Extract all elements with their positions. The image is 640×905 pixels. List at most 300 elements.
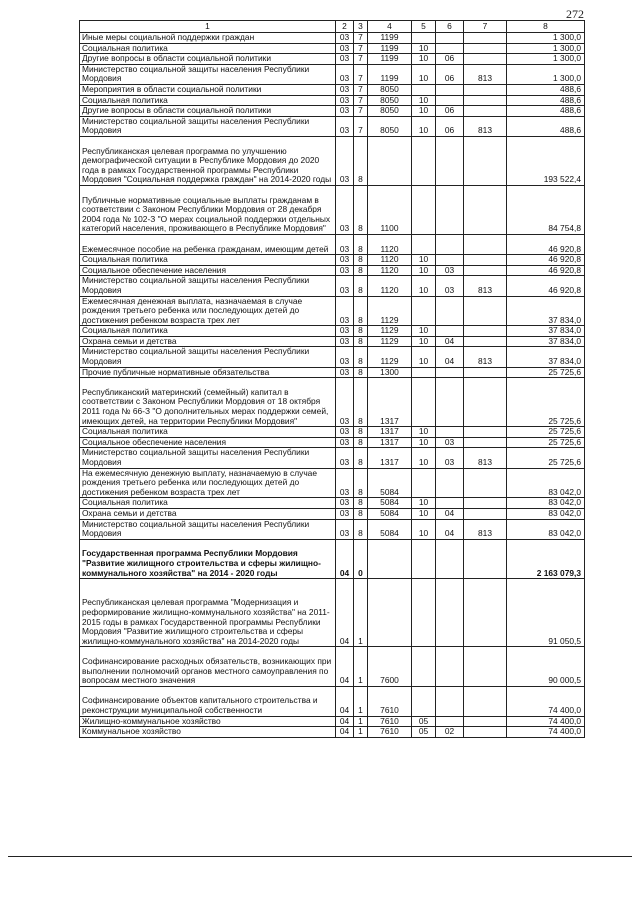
item-name-cell: Прочие публичные нормативные обязательства: [80, 367, 336, 378]
code-cell: 7: [354, 106, 368, 117]
item-name-cell: Социальное обеспечение населения: [80, 265, 336, 276]
amount-cell: 1 300,0: [507, 64, 585, 84]
code-cell: 03: [336, 509, 354, 520]
code-cell: 1120: [368, 265, 412, 276]
table-row: [80, 378, 585, 427]
code-cell: [464, 95, 507, 106]
code-cell: 7610: [368, 716, 412, 727]
code-cell: [436, 326, 464, 337]
code-cell: 5084: [368, 509, 412, 520]
code-cell: 8050: [368, 84, 412, 95]
code-cell: 03: [336, 519, 354, 539]
page-number: 272: [566, 7, 584, 21]
amount-cell: 46 920,8: [507, 276, 585, 296]
code-cell: 06: [436, 54, 464, 65]
code-cell: 03: [336, 43, 354, 54]
amount-cell: 488,6: [507, 84, 585, 95]
code-cell: 8: [354, 468, 368, 498]
item-name-cell: Социальная политика: [80, 498, 336, 509]
code-cell: 8050: [368, 95, 412, 106]
amount-cell: 1 300,0: [507, 54, 585, 65]
code-cell: [464, 716, 507, 727]
amount-cell: 25 725,6: [507, 448, 585, 468]
code-cell: [464, 437, 507, 448]
code-cell: 03: [436, 276, 464, 296]
code-cell: 1317: [368, 378, 412, 427]
code-cell: 1199: [368, 54, 412, 65]
table-row: [80, 185, 585, 234]
code-cell: [412, 579, 436, 647]
code-cell: [464, 336, 507, 347]
code-cell: [464, 378, 507, 427]
code-cell: 1: [354, 686, 368, 716]
table-row: [80, 716, 585, 727]
amount-cell: 46 920,8: [507, 234, 585, 254]
code-cell: 06: [436, 116, 464, 136]
code-cell: 8050: [368, 106, 412, 117]
code-cell: 06: [436, 64, 464, 84]
header-cell: 7: [464, 21, 507, 33]
code-cell: [464, 498, 507, 509]
code-cell: 1199: [368, 43, 412, 54]
code-cell: 8: [354, 427, 368, 438]
code-cell: [412, 539, 436, 578]
code-cell: 03: [336, 378, 354, 427]
table-header-row: [80, 21, 585, 33]
item-name-cell: Республиканский материнский (семейный) капитал в соответствии с Законом Республики Мордовия от 18 октября 2011 года № 66-З "О дополнительных мерах поддержки семей, имеющих детей, на территории Республики Мордовия": [80, 378, 336, 427]
code-cell: 1120: [368, 276, 412, 296]
code-cell: 04: [436, 519, 464, 539]
table-row: [80, 336, 585, 347]
code-cell: 03: [336, 296, 354, 326]
code-cell: 5084: [368, 468, 412, 498]
code-cell: 8: [354, 296, 368, 326]
code-cell: 8: [354, 326, 368, 337]
code-cell: [436, 43, 464, 54]
code-cell: [464, 265, 507, 276]
code-cell: 10: [412, 326, 436, 337]
code-cell: [436, 716, 464, 727]
item-name-cell: На ежемесячную денежную выплату, назначаемую в случае рождения третьего ребенка или последующих детей до достижения ребенком возраста трех лет: [80, 468, 336, 498]
code-cell: 03: [336, 84, 354, 95]
code-cell: 03: [336, 437, 354, 448]
item-name-cell: Ежемесячное пособие на ребенка гражданам, имеющим детей: [80, 234, 336, 254]
code-cell: 1300: [368, 367, 412, 378]
code-cell: [464, 84, 507, 95]
code-cell: [436, 255, 464, 266]
code-cell: [464, 686, 507, 716]
amount-cell: 46 920,8: [507, 265, 585, 276]
code-cell: 04: [336, 539, 354, 578]
code-cell: 7: [354, 116, 368, 136]
item-name-cell: Социальная политика: [80, 43, 336, 54]
code-cell: [464, 136, 507, 185]
item-name-cell: Софинансирование расходных обязательств, возникающих при выполнении полномочий органов местного самоуправления по вопросам местного значения: [80, 647, 336, 686]
code-cell: 5084: [368, 519, 412, 539]
table-row: [80, 326, 585, 337]
code-cell: 03: [336, 265, 354, 276]
item-name-cell: Охрана семьи и детства: [80, 509, 336, 520]
code-cell: 06: [436, 106, 464, 117]
code-cell: 1100: [368, 185, 412, 234]
code-cell: 03: [336, 255, 354, 266]
item-name-cell: Мероприятия в области социальной политики: [80, 84, 336, 95]
code-cell: 1129: [368, 296, 412, 326]
code-cell: [412, 296, 436, 326]
code-cell: [436, 33, 464, 44]
code-cell: 03: [336, 234, 354, 254]
code-cell: [436, 427, 464, 438]
code-cell: 10: [412, 276, 436, 296]
code-cell: 8: [354, 255, 368, 266]
amount-cell: 25 725,6: [507, 427, 585, 438]
code-cell: 8: [354, 185, 368, 234]
code-cell: 8: [354, 519, 368, 539]
header-cell: 8: [507, 21, 585, 33]
item-name-cell: Социальное обеспечение населения: [80, 437, 336, 448]
amount-cell: 74 400,0: [507, 686, 585, 716]
code-cell: 5084: [368, 498, 412, 509]
code-cell: [436, 296, 464, 326]
code-cell: [368, 539, 412, 578]
item-name-cell: Другие вопросы в области социальной политики: [80, 106, 336, 117]
code-cell: [412, 647, 436, 686]
code-cell: [436, 647, 464, 686]
item-name-cell: Публичные нормативные социальные выплаты гражданам в соответствии с Законом Республики Мордовия от 28 декабря 2004 года № 102-З "О мерах социальной поддержки отдельных категорий населения, проживающего в Республике Мордовия": [80, 185, 336, 234]
amount-cell: 1 300,0: [507, 43, 585, 54]
code-cell: 10: [412, 437, 436, 448]
code-cell: 03: [336, 64, 354, 84]
header-cell: 6: [436, 21, 464, 33]
code-cell: 8: [354, 336, 368, 347]
code-cell: 1317: [368, 437, 412, 448]
code-cell: [412, 378, 436, 427]
code-cell: 7: [354, 95, 368, 106]
item-name-cell: Республиканская целевая программа по улучшению демографической ситуации в Республике Мордовия до 2020 года в рамках Государственной программы Республики Мордовия "Социальная поддержка граждан" на 2014-2020 годы: [80, 136, 336, 185]
code-cell: 1199: [368, 64, 412, 84]
table-row: [80, 727, 585, 738]
amount-cell: 83 042,0: [507, 509, 585, 520]
amount-cell: 488,6: [507, 106, 585, 117]
header-cell: 5: [412, 21, 436, 33]
code-cell: [436, 185, 464, 234]
code-cell: 1120: [368, 255, 412, 266]
item-name-cell: Министерство социальной защиты населения Республики Мордовия: [80, 347, 336, 367]
code-cell: 03: [336, 427, 354, 438]
amount-cell: 488,6: [507, 116, 585, 136]
code-cell: 1129: [368, 336, 412, 347]
code-cell: 8: [354, 448, 368, 468]
code-cell: 10: [412, 347, 436, 367]
table-row: [80, 448, 585, 468]
item-name-cell: Ежемесячная денежная выплата, назначаемая в случае рождения третьего ребенка или последующих детей до достижения ребенком возраста трех лет: [80, 296, 336, 326]
code-cell: 8: [354, 367, 368, 378]
table-row: [80, 265, 585, 276]
amount-cell: 1 300,0: [507, 33, 585, 44]
item-name-cell: Другие вопросы в области социальной политики: [80, 54, 336, 65]
table-row: [80, 367, 585, 378]
code-cell: 10: [412, 54, 436, 65]
code-cell: 03: [336, 106, 354, 117]
amount-cell: 37 834,0: [507, 326, 585, 337]
item-name-cell: Социальная политика: [80, 326, 336, 337]
code-cell: 1317: [368, 448, 412, 468]
code-cell: 1120: [368, 234, 412, 254]
code-cell: [464, 427, 507, 438]
code-cell: [436, 367, 464, 378]
table-row: [80, 116, 585, 136]
table-row: [80, 136, 585, 185]
code-cell: 7: [354, 84, 368, 95]
item-name-cell: Жилищно-коммунальное хозяйство: [80, 716, 336, 727]
code-cell: 1199: [368, 33, 412, 44]
code-cell: 03: [336, 33, 354, 44]
amount-cell: 25 725,6: [507, 437, 585, 448]
code-cell: [412, 84, 436, 95]
code-cell: 7600: [368, 647, 412, 686]
table-row: [80, 84, 585, 95]
budget-table-container: [79, 20, 584, 738]
code-cell: 8: [354, 378, 368, 427]
item-name-cell: Социальная политика: [80, 427, 336, 438]
item-name-cell: Охрана семьи и детства: [80, 336, 336, 347]
code-cell: 8: [354, 498, 368, 509]
code-cell: 8050: [368, 116, 412, 136]
item-name-cell: Иные меры социальной поддержки граждан: [80, 33, 336, 44]
code-cell: [464, 727, 507, 738]
code-cell: [412, 136, 436, 185]
code-cell: 04: [336, 686, 354, 716]
code-cell: [436, 686, 464, 716]
amount-cell: 74 400,0: [507, 716, 585, 727]
code-cell: 03: [336, 54, 354, 65]
code-cell: [436, 579, 464, 647]
code-cell: [436, 468, 464, 498]
code-cell: 8: [354, 509, 368, 520]
code-cell: [412, 185, 436, 234]
code-cell: 03: [336, 95, 354, 106]
header-cell: 2: [336, 21, 354, 33]
code-cell: 10: [412, 43, 436, 54]
code-cell: 10: [412, 255, 436, 266]
table-row: [80, 498, 585, 509]
code-cell: 10: [412, 265, 436, 276]
amount-cell: 37 834,0: [507, 296, 585, 326]
amount-cell: 2 163 079,3: [507, 539, 585, 578]
header-cell: 1: [80, 21, 336, 33]
table-row: [80, 427, 585, 438]
code-cell: 8: [354, 265, 368, 276]
code-cell: 0: [354, 539, 368, 578]
code-cell: 05: [412, 727, 436, 738]
table-row: [80, 686, 585, 716]
code-cell: 10: [412, 427, 436, 438]
code-cell: 05: [412, 716, 436, 727]
code-cell: [412, 234, 436, 254]
amount-cell: 488,6: [507, 95, 585, 106]
code-cell: [464, 185, 507, 234]
code-cell: 10: [412, 498, 436, 509]
table-row: [80, 437, 585, 448]
code-cell: [412, 33, 436, 44]
code-cell: 10: [412, 519, 436, 539]
item-name-cell: Социальная политика: [80, 255, 336, 266]
item-name-cell: Министерство социальной защиты населения Республики Мордовия: [80, 276, 336, 296]
code-cell: 813: [464, 448, 507, 468]
code-cell: [464, 255, 507, 266]
code-cell: 1129: [368, 347, 412, 367]
table-row: [80, 95, 585, 106]
code-cell: 1: [354, 647, 368, 686]
code-cell: [412, 367, 436, 378]
code-cell: 04: [336, 579, 354, 647]
table-row: [80, 647, 585, 686]
code-cell: 8: [354, 347, 368, 367]
item-name-cell: Министерство социальной защиты населения Республики Мордовия: [80, 64, 336, 84]
amount-cell: 83 042,0: [507, 498, 585, 509]
code-cell: 1: [354, 716, 368, 727]
code-cell: [464, 509, 507, 520]
code-cell: 03: [336, 336, 354, 347]
code-cell: [464, 296, 507, 326]
code-cell: 03: [336, 367, 354, 378]
amount-cell: 83 042,0: [507, 519, 585, 539]
table-row: [80, 33, 585, 44]
table-row: [80, 54, 585, 65]
code-cell: 7: [354, 64, 368, 84]
code-cell: 02: [436, 727, 464, 738]
code-cell: 10: [412, 116, 436, 136]
code-cell: 8: [354, 136, 368, 185]
table-row: [80, 579, 585, 647]
code-cell: [464, 43, 507, 54]
table-row: [80, 106, 585, 117]
code-cell: 03: [336, 185, 354, 234]
item-name-cell: Социальная политика: [80, 95, 336, 106]
table-row: [80, 509, 585, 520]
code-cell: 03: [336, 116, 354, 136]
item-name-cell: Коммунальное хозяйство: [80, 727, 336, 738]
code-cell: [464, 579, 507, 647]
code-cell: 1129: [368, 326, 412, 337]
code-cell: [412, 468, 436, 498]
code-cell: 10: [412, 106, 436, 117]
code-cell: 04: [436, 336, 464, 347]
code-cell: 813: [464, 64, 507, 84]
table-row: [80, 519, 585, 539]
code-cell: 03: [336, 276, 354, 296]
amount-cell: 84 754,8: [507, 185, 585, 234]
code-cell: [436, 136, 464, 185]
code-cell: 03: [336, 326, 354, 337]
amount-cell: 37 834,0: [507, 336, 585, 347]
bottom-rule: [8, 856, 632, 857]
code-cell: [368, 579, 412, 647]
code-cell: [436, 95, 464, 106]
code-cell: 1317: [368, 427, 412, 438]
item-name-cell: Республиканская целевая программа "Модернизация и реформирование жилищно-коммунального хозяйства" на 2011-2015 годы в рамках Государственной программы Республики Мордовия "Развитие жилищного строительства и сферы жилищно-коммунального хозяйства" на 2014-2020 годы: [80, 579, 336, 647]
code-cell: 03: [336, 498, 354, 509]
code-cell: [436, 539, 464, 578]
code-cell: [436, 84, 464, 95]
table-row: [80, 276, 585, 296]
code-cell: [464, 647, 507, 686]
amount-cell: 25 725,6: [507, 378, 585, 427]
amount-cell: 37 834,0: [507, 347, 585, 367]
code-cell: 04: [336, 727, 354, 738]
code-cell: [464, 234, 507, 254]
table-row: [80, 255, 585, 266]
code-cell: 03: [336, 468, 354, 498]
code-cell: 7: [354, 33, 368, 44]
code-cell: 04: [436, 347, 464, 367]
code-cell: [464, 54, 507, 65]
code-cell: 813: [464, 519, 507, 539]
code-cell: 8: [354, 276, 368, 296]
amount-cell: 25 725,6: [507, 367, 585, 378]
code-cell: 8: [354, 234, 368, 254]
code-cell: 03: [436, 448, 464, 468]
code-cell: 10: [412, 509, 436, 520]
code-cell: [368, 136, 412, 185]
item-name-cell: Государственная программа Республики Мордовия "Развитие жилищного строительства и сферы жилищно-коммунального хозяйства" на 2014 - 2020 годы: [80, 539, 336, 578]
table-row: [80, 64, 585, 84]
code-cell: [436, 378, 464, 427]
code-cell: [464, 468, 507, 498]
code-cell: [464, 367, 507, 378]
item-name-cell: Софинансирование объектов капитального строительства и реконструкции муниципальной собственности: [80, 686, 336, 716]
code-cell: 03: [436, 437, 464, 448]
code-cell: 8: [354, 437, 368, 448]
code-cell: 10: [412, 64, 436, 84]
code-cell: 7: [354, 54, 368, 65]
code-cell: 1: [354, 727, 368, 738]
code-cell: 10: [412, 336, 436, 347]
code-cell: 04: [336, 716, 354, 727]
code-cell: 813: [464, 276, 507, 296]
code-cell: [436, 234, 464, 254]
code-cell: 03: [336, 347, 354, 367]
code-cell: 1: [354, 579, 368, 647]
table-row: [80, 539, 585, 578]
code-cell: [464, 106, 507, 117]
table-row: [80, 347, 585, 367]
code-cell: 813: [464, 116, 507, 136]
table-row: [80, 296, 585, 326]
amount-cell: 74 400,0: [507, 727, 585, 738]
table-row: [80, 43, 585, 54]
code-cell: [464, 33, 507, 44]
budget-table: [79, 20, 585, 738]
code-cell: 7: [354, 43, 368, 54]
code-cell: [464, 539, 507, 578]
amount-cell: 83 042,0: [507, 468, 585, 498]
code-cell: 03: [336, 448, 354, 468]
code-cell: 7610: [368, 727, 412, 738]
code-cell: 7610: [368, 686, 412, 716]
code-cell: 03: [436, 265, 464, 276]
amount-cell: 193 522,4: [507, 136, 585, 185]
code-cell: 10: [412, 95, 436, 106]
header-cell: 3: [354, 21, 368, 33]
code-cell: 04: [336, 647, 354, 686]
item-name-cell: Министерство социальной защиты населения Республики Мордовия: [80, 448, 336, 468]
table-row: [80, 468, 585, 498]
amount-cell: 46 920,8: [507, 255, 585, 266]
code-cell: 813: [464, 347, 507, 367]
header-cell: 4: [368, 21, 412, 33]
amount-cell: 90 000,5: [507, 647, 585, 686]
